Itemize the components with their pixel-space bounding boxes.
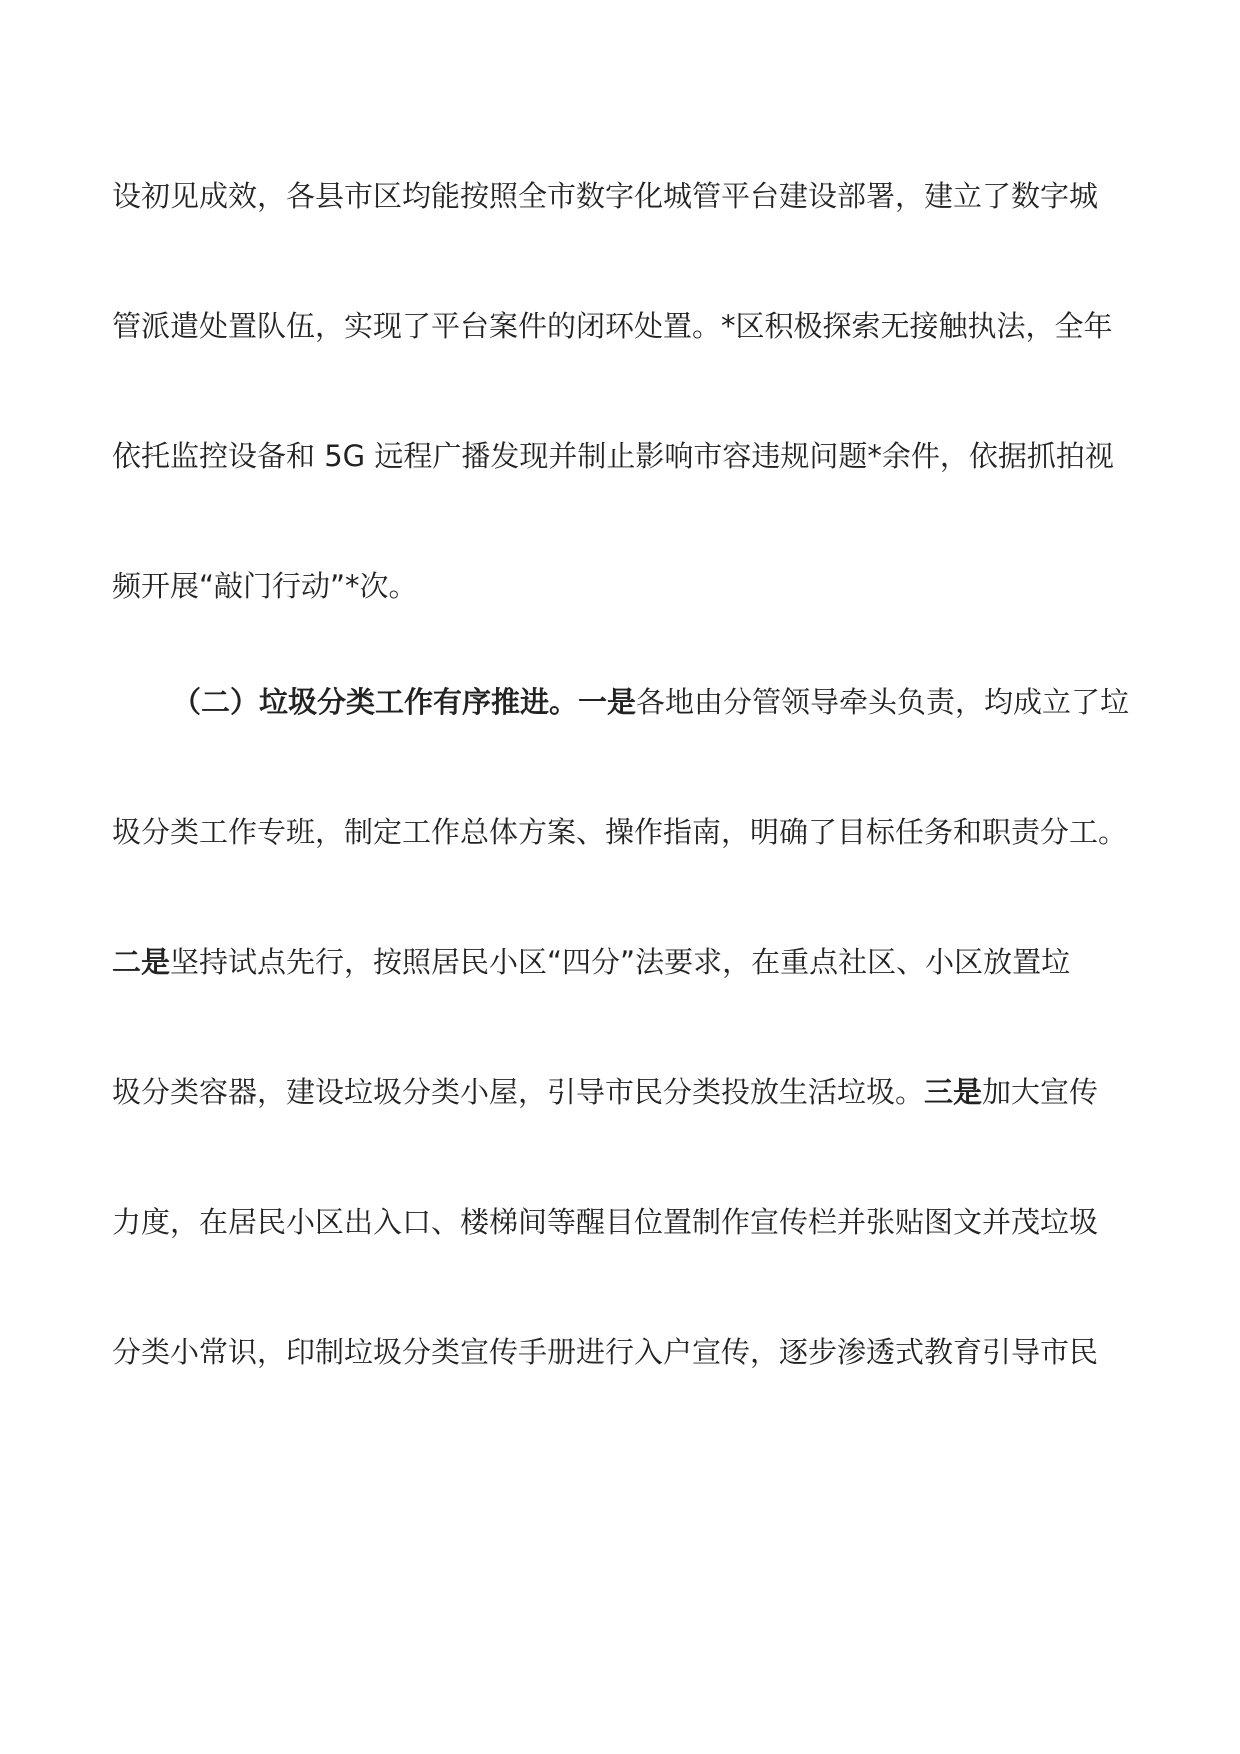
paragraph-line [112,942,1152,982]
paragraph-line: 分类小常识，印制垃圾分类宣传手册进行入户宣传，逐步渗透式教育引导市民 [112,1335,1099,1369]
point-label: 三是 [924,1075,983,1109]
paragraph-line: 力度，在居民小区出入口、楼梯间等醒目位置制作宣传栏并张贴图文并茂垃圾 [112,1205,1099,1239]
point-label: 二是 [112,945,171,979]
paragraph-text: 各地由分管领导牵头负责，均成立了垃 [636,685,1130,719]
paragraph-line [112,1072,1152,1112]
section-heading: （二）垃圾分类工作有序推进。一是 [172,685,637,719]
paragraph-line: 依托监控设备和 5G 远程广播发现并制止影响市容违规问题*余件，依据抓拍视 [112,439,1114,473]
paragraph-line: 管派遣处置队伍，实现了平台案件的闭环处置。*区积极探索无接触执法，全年 [112,309,1113,343]
paragraph-line: 频开展“敲门行动”*次。 [112,569,418,603]
paragraph-text: 圾分类容器，建设垃圾分类小屋，引导市民分类投放生活垃圾。 [112,1075,925,1109]
paragraph-line: 圾分类工作专班，制定工作总体方案、操作指南，明确了目标任务和职责分工。 [112,815,1128,849]
paragraph-text: 加大宣传 [982,1075,1099,1109]
section-heading-line [172,682,1152,722]
paragraph-line: 设初见成效，各县市区均能按照全市数字化城管平台建设部署，建立了数字城 [112,179,1099,213]
paragraph-text: 坚持试点先行，按照居民小区“四分”法要求，在重点社区、小区放置垃 [170,945,1071,979]
